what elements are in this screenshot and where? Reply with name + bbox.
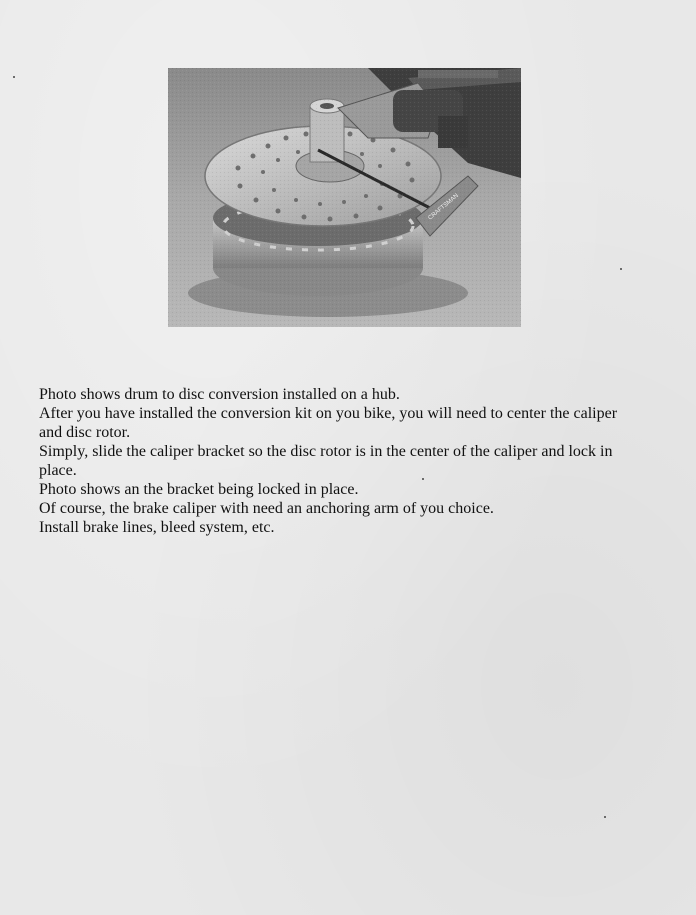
instruction-line: Photo shows drum to disc conversion installed on a hub. — [39, 386, 400, 403]
disc-brake-conversion-photo — [168, 68, 521, 327]
instruction-line: Install brake lines, bleed system, etc. — [39, 519, 275, 536]
scan-speck — [13, 76, 15, 78]
instructions-text — [39, 385, 639, 537]
hub-photo-illustration — [168, 68, 521, 327]
scan-speck — [604, 816, 606, 818]
instruction-line: Photo shows an the bracket being locked in place. — [39, 481, 359, 498]
instruction-line: Of course, the brake caliper with need an anchoring arm of you choice. — [39, 500, 494, 517]
instruction-line: Simply, slide the caliper bracket so the disc rotor is in the center of the caliper and lock in place. — [39, 443, 613, 479]
instruction-line: After you have installed the conversion kit on you bike, you will need to center the caliper and disc rotor. — [39, 405, 618, 441]
scan-speck — [620, 268, 622, 270]
